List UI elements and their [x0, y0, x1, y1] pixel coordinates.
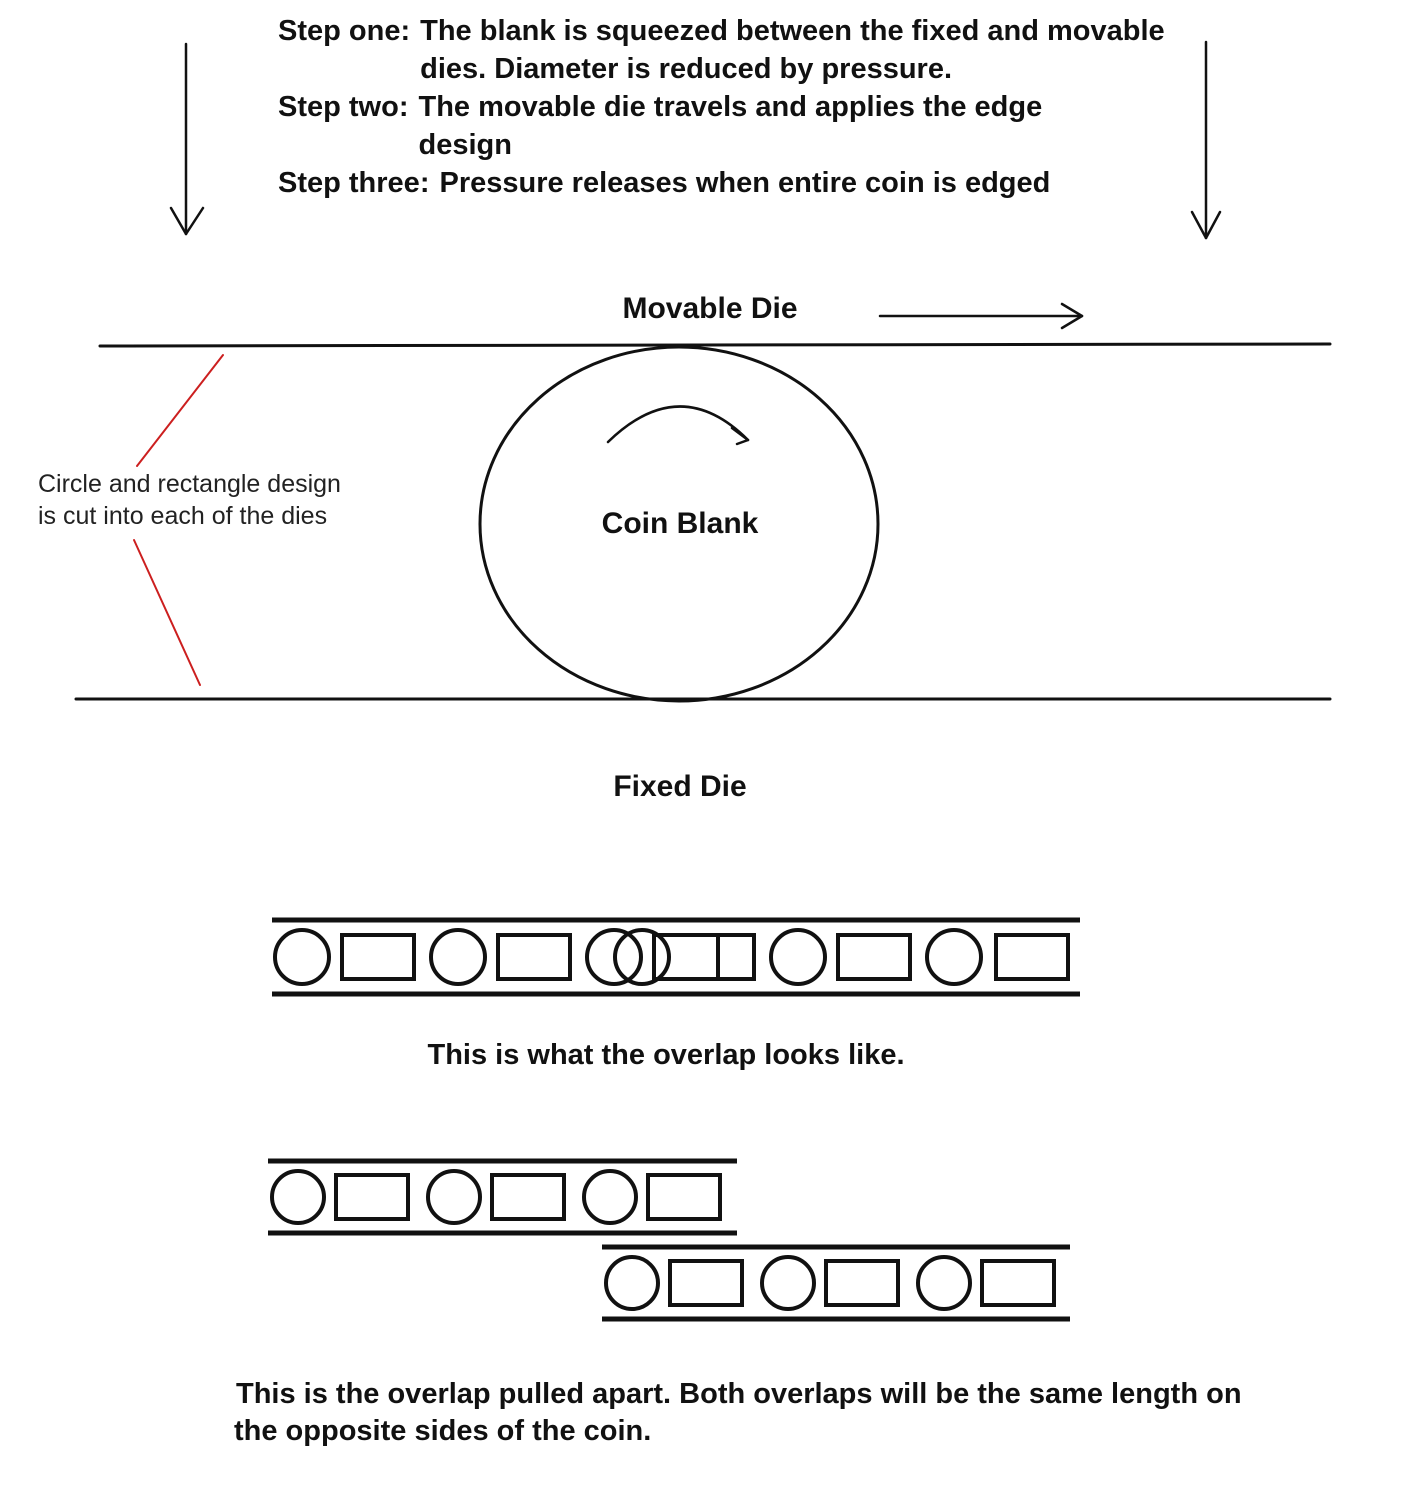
- overlap-caption: This is what the overlap looks like.: [427, 1039, 905, 1071]
- overlap-strip: [272, 920, 1080, 994]
- design-note-line-2: is cut into each of the dies: [38, 502, 328, 530]
- rotation-arrow-icon: [608, 406, 748, 444]
- movable-die-line: [100, 344, 1330, 346]
- design-circle: [762, 1257, 814, 1309]
- movable-die-label: Movable Die: [622, 292, 798, 325]
- step-text: Pressure releases when entire coin is edged: [439, 167, 1051, 199]
- step-text: The movable die travels and applies the edge design: [418, 91, 1043, 161]
- design-circle: [428, 1171, 480, 1223]
- pulled-caption-line-1: This is the overlap pulled apart. Both overlaps will be the same length on: [236, 1378, 1242, 1410]
- pressure-arrow-left-icon: [171, 44, 203, 234]
- design-rectangle: [996, 935, 1068, 979]
- design-circle: [606, 1257, 658, 1309]
- design-circle: [771, 930, 825, 984]
- step-one: [278, 12, 1278, 88]
- design-rectangle: [648, 1175, 720, 1219]
- design-circle: [927, 930, 981, 984]
- pulled-strip-upper: [268, 1161, 737, 1233]
- design-circle: [584, 1171, 636, 1223]
- design-rectangle: [826, 1261, 898, 1305]
- design-circle: [431, 930, 485, 984]
- step-text: The blank is squeezed between the fixed and movable dies. Diameter is reduced by pressure.: [420, 15, 1165, 85]
- movement-arrow-icon: [880, 304, 1082, 328]
- step-label: Step three:: [278, 167, 430, 199]
- design-rectangle: [492, 1175, 564, 1219]
- fixed-die-label: Fixed Die: [613, 770, 747, 803]
- design-rectangle: [982, 1261, 1054, 1305]
- design-rectangle: [670, 1261, 742, 1305]
- design-rectangle: [838, 935, 910, 979]
- design-circle: [918, 1257, 970, 1309]
- coin-blank-label: Coin Blank: [601, 507, 759, 540]
- design-circle: [275, 930, 329, 984]
- pulled-caption-line-2: the opposite sides of the coin.: [234, 1415, 652, 1447]
- steps-block: [278, 12, 1278, 202]
- design-note-line-1: Circle and rectangle design: [38, 470, 341, 498]
- step-three: [278, 164, 1278, 202]
- design-rectangle: [342, 935, 414, 979]
- design-circle: [272, 1171, 324, 1223]
- design-note: [38, 468, 341, 532]
- pulled-strip-lower: [602, 1247, 1070, 1319]
- step-two: [278, 88, 1278, 164]
- design-rectangle: [498, 935, 570, 979]
- design-rectangle: [336, 1175, 408, 1219]
- step-label: Step one:: [278, 15, 411, 47]
- step-label: Step two:: [278, 91, 409, 123]
